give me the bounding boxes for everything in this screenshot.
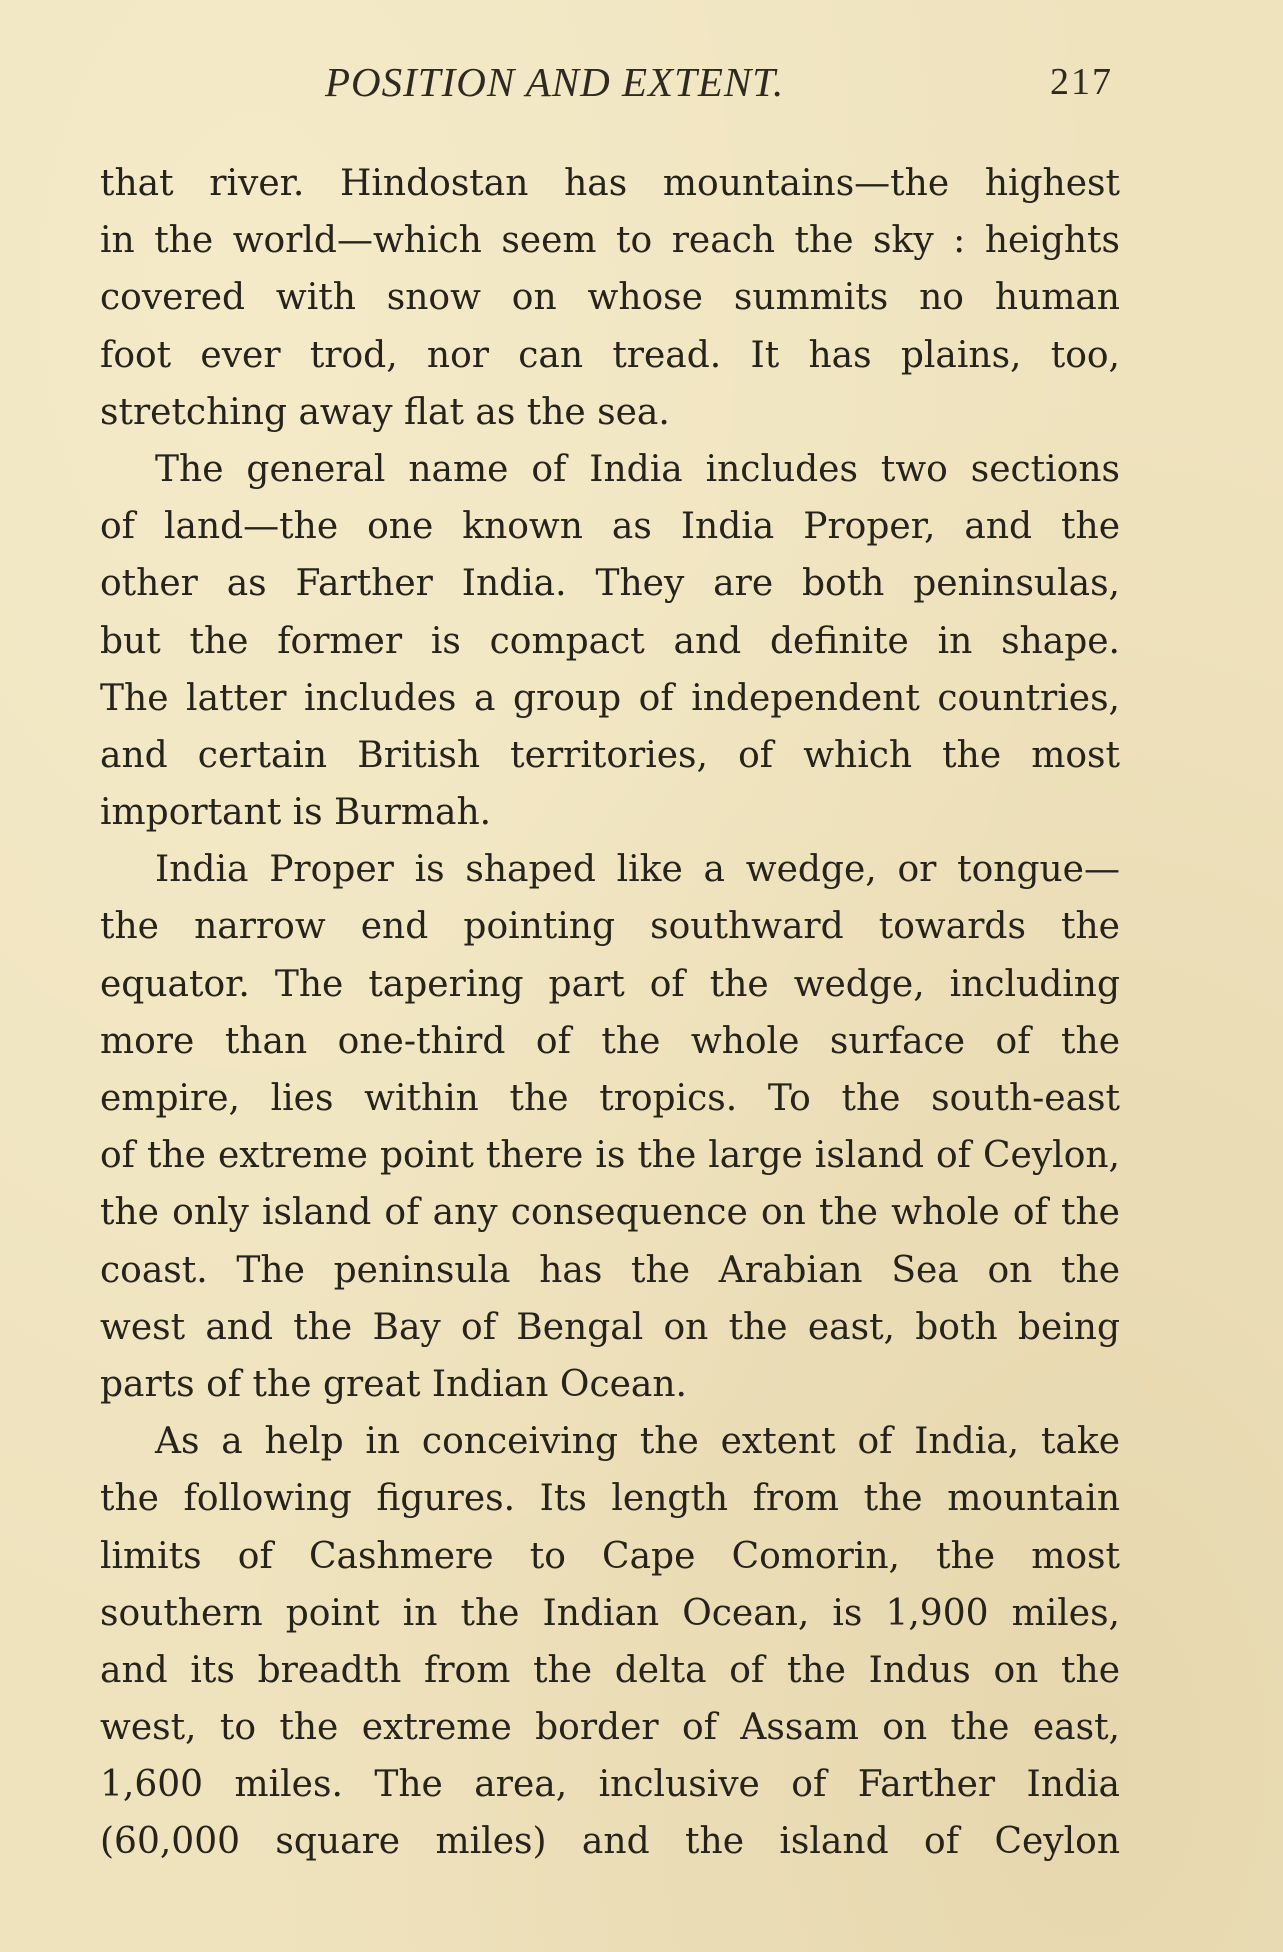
text-line: the following figures. Its length from the mountain — [100, 1478, 1120, 1520]
paragraph — [100, 441, 1120, 841]
text-line: empire, lies within the tropics. To the south-east — [100, 1078, 1120, 1119]
text-line: 1,600 miles. The area, inclusive of Farther India — [100, 1764, 1120, 1806]
text-line: of land—the one known as India Proper, and the — [100, 506, 1120, 548]
text-line: important is Burmah. — [100, 792, 492, 834]
text-line: other as Farther India. They are both peninsulas, — [100, 563, 1120, 605]
text-line: stretching away flat as the sea. — [100, 391, 670, 433]
text-line: The latter includes a group of independent countries, — [100, 677, 1120, 719]
text-line: west, to the extreme border of Assam on the east, — [100, 1707, 1120, 1749]
paragraph — [100, 155, 1120, 441]
text-line: (60,000 square miles) and the island of Ceylon — [100, 1821, 1120, 1863]
body-text — [100, 155, 1120, 1871]
paragraph — [100, 1413, 1120, 1871]
text-line: the only island of any consequence on the whole of the — [100, 1192, 1120, 1234]
text-line: more than one-third of the whole surface of the — [100, 1020, 1120, 1062]
text-line: west and the Bay of Bengal on the east, both being — [100, 1306, 1120, 1348]
running-head — [0, 58, 1283, 118]
text-line: covered with snow on whose summits no human — [100, 277, 1120, 319]
text-line: and certain British territories, of which the most — [100, 734, 1120, 776]
page-number: 217 — [1050, 61, 1113, 103]
text-line: that river. Hindostan has mountains—the highest — [100, 163, 1120, 204]
running-title: POSITION AND EXTENT. — [325, 59, 785, 105]
paragraph — [100, 841, 1120, 1413]
text-line: of the extreme point there is the large island of Ceylon, — [100, 1135, 1120, 1177]
text-line: India Proper is shaped like a wedge, or tongue— — [155, 849, 1120, 891]
text-line: in the world—which seem to reach the sky : heights — [100, 220, 1120, 262]
text-line: southern point in the Indian Ocean, is 1,900 miles, — [100, 1592, 1120, 1634]
text-line: the narrow end pointing southward towards the — [100, 906, 1120, 948]
text-line: foot ever trod, nor can tread. It has plains, too, — [100, 334, 1120, 376]
text-line: As a help in conceiving the extent of India, take — [155, 1421, 1120, 1463]
text-line: The general name of India includes two sections — [155, 448, 1120, 490]
text-line: and its breadth from the delta of the Indus on the — [100, 1649, 1120, 1691]
text-line: parts of the great Indian Ocean. — [100, 1363, 688, 1405]
text-line: coast. The peninsula has the Arabian Sea on the — [100, 1249, 1120, 1291]
text-line: limits of Cashmere to Cape Comorin, the most — [100, 1535, 1120, 1577]
text-line: equator. The tapering part of the wedge, including — [100, 963, 1120, 1005]
text-line: but the former is compact and definite in shape. — [100, 620, 1120, 662]
